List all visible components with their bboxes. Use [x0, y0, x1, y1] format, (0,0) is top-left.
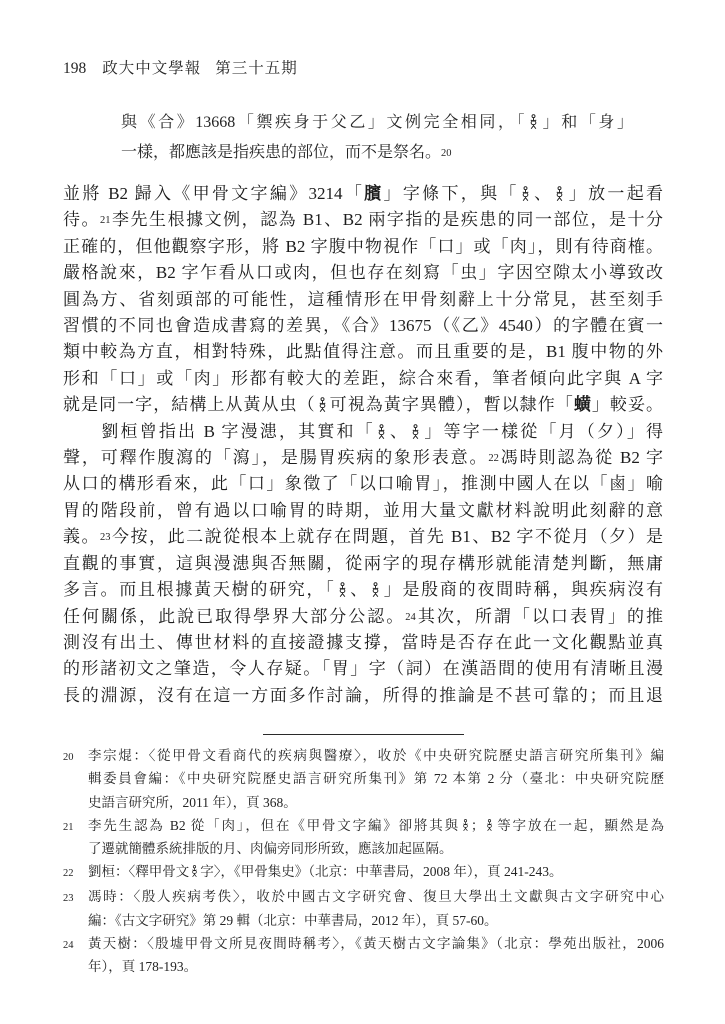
- text-run: 的形諸初文之肇造，令人存疑。「胃」字（詞）在漢語間的使用有清晰且漫: [63, 659, 663, 679]
- text-run: 測沒有出土、傳世材料的直接證據支撐，當時是否存在此一文化觀點並真: [63, 632, 663, 652]
- text-run: 、: [348, 580, 369, 600]
- footnote-ref: 21: [100, 215, 111, 227]
- text-line: [88, 955, 664, 978]
- text-run: 類中較為方直，相對特殊，此點值得注意。而且重要的是，B1 腹中物的外: [63, 342, 663, 362]
- footnote-number: 20: [63, 752, 74, 764]
- footnote-text: [88, 932, 664, 978]
- text-run: 从口的構形看來，此「口」象徵了「以口喻胃」，推測中國人在以「鹵」喻: [63, 474, 663, 494]
- emphasized-character: 臏: [364, 184, 384, 203]
- text-run: 義。: [63, 527, 101, 547]
- footnote-ref: 23: [100, 532, 111, 544]
- text-line: [121, 138, 633, 168]
- text-run: 史語言研究所，2011 年），頁 368。: [88, 794, 297, 810]
- footnotes: [63, 744, 664, 978]
- footnote-ref: 24: [405, 611, 416, 623]
- text-run: 直觀的事實，這與漫漶與否無關，從兩字的現存構形就能清楚判斷，無庸: [63, 553, 663, 573]
- text-line: [63, 366, 663, 392]
- text-line: [88, 767, 664, 790]
- text-run: 胃的階段前，曾有過以口喻胃的時期，並用大量文獻材料說明此刻辭的意: [63, 500, 663, 520]
- text-line: [63, 181, 663, 207]
- text-run: ；: [470, 817, 485, 833]
- text-run: 嚴格說來，B2 字乍看从口或肉，但也存在刻寫「虫」字因空隙太小導致改: [63, 263, 663, 283]
- block-quote: [121, 108, 633, 168]
- oracle-glyph-icon: [189, 860, 200, 883]
- text-run: 」字條下，與「: [383, 184, 519, 203]
- footnote-number: 24: [63, 939, 74, 951]
- text-line: [63, 604, 663, 630]
- footnote-item: [63, 860, 664, 885]
- journal-title: 政大中文學報: [102, 60, 202, 77]
- text-line: [63, 551, 663, 577]
- text-run: 、: [531, 184, 554, 203]
- text-line: [63, 683, 663, 709]
- text-line: [63, 392, 663, 418]
- footnote-item: [63, 885, 664, 931]
- text-run: 劉桓：〈釋甲骨文: [88, 864, 190, 880]
- text-run: 馮時則認為從 B2 字: [498, 448, 664, 468]
- text-run: 」較妥。: [591, 395, 664, 415]
- emphasized-character: 蟥: [573, 395, 592, 415]
- text-line: [63, 445, 663, 471]
- text-run: 正確的，但他觀察字形，將 B2 字腹中物視作「口」或「肉」，則有待商榷。: [63, 236, 663, 256]
- text-run: 輯委員會編：《中央研究院歷史語言研究所集刊》第 72 本第 2 分（臺北：中央研究院歷: [88, 771, 664, 787]
- text-run: 、: [387, 421, 410, 441]
- text-run: 與《合》13668「禦疾身于父乙」文例完全相同，「: [121, 114, 528, 131]
- text-run: 」是殷商的夜間時稱，與疾病沒有: [381, 580, 663, 600]
- text-run: 可視為黃字異體），暫以隸作「: [328, 395, 574, 415]
- footnote-ref: 20: [441, 148, 452, 159]
- text-line: [63, 498, 663, 524]
- text-line: [88, 885, 664, 908]
- text-line: [63, 260, 663, 286]
- text-run: 一樣，都應該是指疾患的部位，而不是祭名。: [121, 144, 442, 161]
- text-line: [88, 932, 664, 955]
- text-line: [88, 814, 664, 837]
- text-line: [88, 791, 664, 814]
- text-line: [63, 419, 663, 445]
- text-run: 形和「口」或「肉」形都有較大的差距，綜合來看，筆者傾向此字與 A 字: [63, 368, 663, 388]
- page-number: 198: [63, 60, 87, 77]
- footnote-number: 21: [63, 821, 74, 833]
- text-run: 聲，可釋作腹瀉的「瀉」，是腸胃疾病的象形表意。: [63, 448, 489, 468]
- footnote-text: [88, 860, 664, 885]
- oracle-glyph-icon: [375, 419, 388, 445]
- oracle-glyph-icon: [484, 814, 495, 837]
- text-run: 並將 B2 歸入《甲骨文字編》3214「: [63, 184, 365, 203]
- footnote-number: 23: [63, 893, 74, 905]
- text-line: [88, 744, 664, 767]
- footnote-item: [63, 744, 664, 814]
- text-line: [88, 860, 664, 883]
- text-run: 李先生認為 B2 從「肉」，但在《甲骨文字編》卻將其與: [88, 817, 460, 833]
- text-run: 李先生根據文例，認為 B1、B2 兩字指的是疾患的同一部位，是十分: [110, 210, 664, 230]
- body-text: [63, 181, 663, 709]
- text-run: 就是同一字，結構上从黃从虫（: [63, 395, 316, 415]
- oracle-glyph-icon: [553, 181, 566, 207]
- text-run: 今按，此二說從根本上就存在問題，首先 B1、B2 字不從月（夕）是: [110, 527, 664, 547]
- text-run: 長的淵源，沒有在這一方面多作討論，所得的推論是不甚可靠的；而且退: [63, 685, 663, 705]
- text-run: 習慣的不同也會造成書寫的差異，《合》13675（《乙》4540）的字體在賓一: [63, 316, 663, 336]
- footnote-item: [63, 814, 664, 860]
- text-run: 圓為方、省刻頭部的可能性，這種情形在甲骨刻辭上十分常見，甚至刻手: [63, 289, 663, 309]
- footnote-divider: [263, 734, 464, 735]
- text-run: 任何關係，此說已取得學界大部分公認。: [63, 606, 406, 626]
- oracle-glyph-icon: [409, 419, 422, 445]
- footnote-text: [88, 885, 664, 931]
- running-head: [63, 56, 663, 78]
- footnote-text: [88, 814, 664, 860]
- text-line: [88, 909, 664, 932]
- text-run: 」放一起看: [566, 184, 664, 203]
- text-run: 黃天樹：〈殷墟甲骨文所見夜間時稱考〉，《黃天樹古文字論集》（北京：學苑出版社，2006: [88, 935, 664, 951]
- text-run: 等字放在一起，顯然是為: [495, 817, 664, 833]
- oracle-glyph-icon: [527, 108, 540, 138]
- text-run: 編：《古文字研究》第 29 輯（北京：中華書局，2012 年），頁 57-60。: [88, 912, 498, 928]
- issue-number: 第三十五期: [215, 60, 298, 77]
- text-line: [63, 656, 663, 682]
- text-line: [63, 287, 663, 313]
- text-line: [63, 577, 663, 603]
- footnote-item: [63, 932, 664, 978]
- text-line: [88, 837, 664, 860]
- text-run: 了遷就簡體系統排版的月、肉偏旁同形所致，應該加起區隔。: [88, 840, 453, 856]
- oracle-glyph-icon: [519, 181, 532, 207]
- oracle-glyph-icon: [316, 392, 329, 418]
- text-line: [63, 524, 663, 550]
- text-run: 其次，所謂「以口表胃」的推: [415, 606, 664, 626]
- text-line: [63, 313, 663, 339]
- oracle-glyph-icon: [460, 814, 471, 837]
- text-run: 」等字一樣從「月（夕）」得: [422, 421, 664, 441]
- text-run: 多言。而且根據黃天樹的研究，「: [63, 580, 336, 600]
- text-line: [63, 630, 663, 656]
- text-run: 李宗焜：〈從甲骨文看商代的疾病與醫療〉，收於《中央研究院歷史語言研究所集刊》編: [88, 748, 664, 764]
- footnote-text: [88, 744, 664, 814]
- oracle-glyph-icon: [336, 577, 349, 603]
- footnote-ref: 22: [488, 453, 499, 465]
- text-run: 待。: [63, 210, 101, 230]
- footnote-number: 22: [63, 868, 74, 880]
- text-line: [121, 108, 633, 138]
- text-run: 劉桓曾指出 B 字漫漶，其實和「: [63, 421, 375, 441]
- text-line: [63, 339, 663, 365]
- text-run: 」和「身」: [540, 114, 633, 131]
- text-run: 馮時：〈殷人疾病考佚〉，收於中國古文字研究會、復旦大學出土文獻與古文字研究中心: [88, 889, 664, 905]
- text-line: [63, 234, 663, 260]
- text-run: 字〉，《甲骨集史》（北京：中華書局，2008 年），頁 241-243。: [200, 864, 563, 880]
- text-line: [63, 471, 663, 497]
- oracle-glyph-icon: [369, 577, 382, 603]
- text-run: 年），頁 178-193。: [88, 958, 198, 974]
- text-line: [63, 207, 663, 233]
